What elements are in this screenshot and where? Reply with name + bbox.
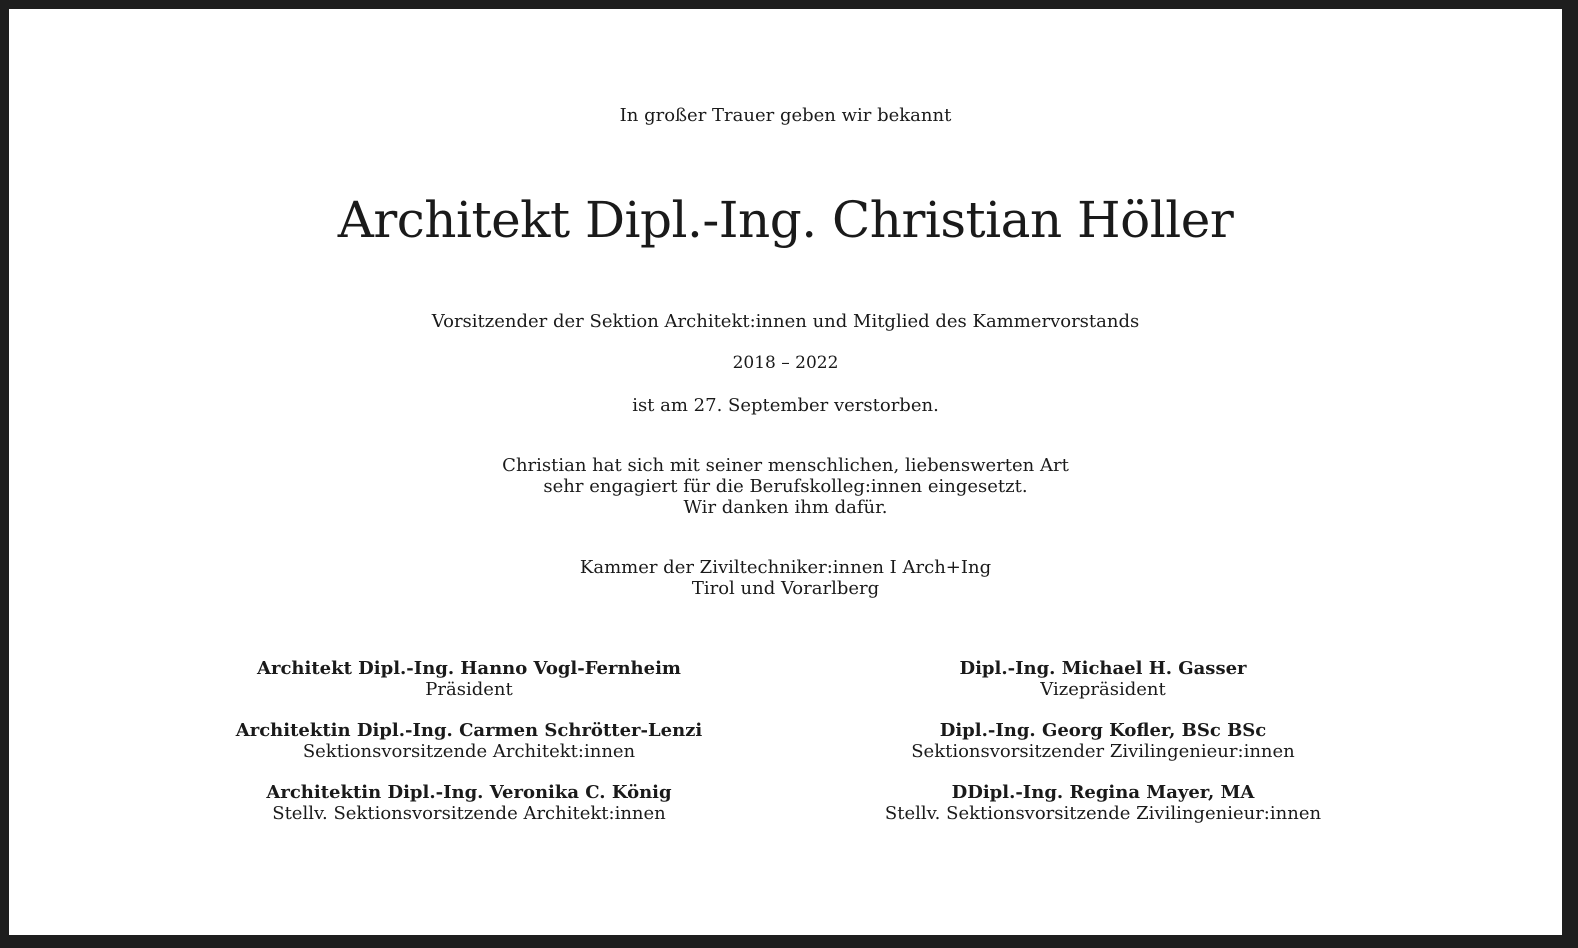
signatories-right-column [823,658,1383,844]
signatory-name: Dipl.-Ing. Michael H. Gasser [959,658,1247,679]
tribute-line: sehr engagiert für die Berufskolleg:innen eingesetzt. [543,476,1028,497]
deceased-name: Architekt Dipl.-Ing. Christian Höller [337,191,1234,249]
tribute-line: Christian hat sich mit seiner menschlichen, liebenswerten Art [502,455,1069,476]
tribute-line: Wir danken ihm dafür. [683,497,888,518]
signatory-title: Präsident [425,679,513,700]
signatory [189,720,749,782]
signatory [823,720,1383,782]
signatory-name: Architekt Dipl.-Ing. Hanno Vogl-Fernheim [257,658,681,679]
signatory [189,658,749,720]
signatory-name: Dipl.-Ing. Georg Kofler, BSc BSc [939,720,1267,741]
tribute-text [9,455,1562,518]
chamber-name [9,557,1562,599]
signatory-title: Sektionsvorsitzende Architekt:innen [302,741,636,762]
signatory-name: Architektin Dipl.-Ing. Carmen Schrötter-Lenzi [235,720,703,741]
chamber-line: Kammer der Ziviltechniker:innen I Arch+Ing [579,557,992,578]
signatory-title: Vizepräsident [1040,679,1166,700]
signatory-name: DDipl.-Ing. Regina Mayer, MA [951,782,1255,803]
term-years: 2018 – 2022 [732,353,839,373]
signatory-title: Stellv. Sektionsvorsitzende Zivilingenieur:innen [884,803,1322,824]
chamber-line: Tirol und Vorarlberg [691,578,880,599]
signatories-left-column [189,658,749,844]
signatory [823,658,1383,720]
intro-text: In großer Trauer geben wir bekannt [619,105,952,126]
signatory-title: Stellv. Sektionsvorsitzende Architekt:innen [272,803,666,824]
signatory [189,782,749,844]
obituary-notice [9,9,1562,935]
signatory-title: Sektionsvorsitzender Zivilingenieur:innen [911,741,1295,762]
signatory-name: Architektin Dipl.-Ing. Veronika C. König [266,782,672,803]
signatory [823,782,1383,844]
death-notice: ist am 27. September verstorben. [632,395,939,416]
deceased-role: Vorsitzender der Sektion Architekt:innen und Mitglied des Kammervorstands [431,311,1140,332]
